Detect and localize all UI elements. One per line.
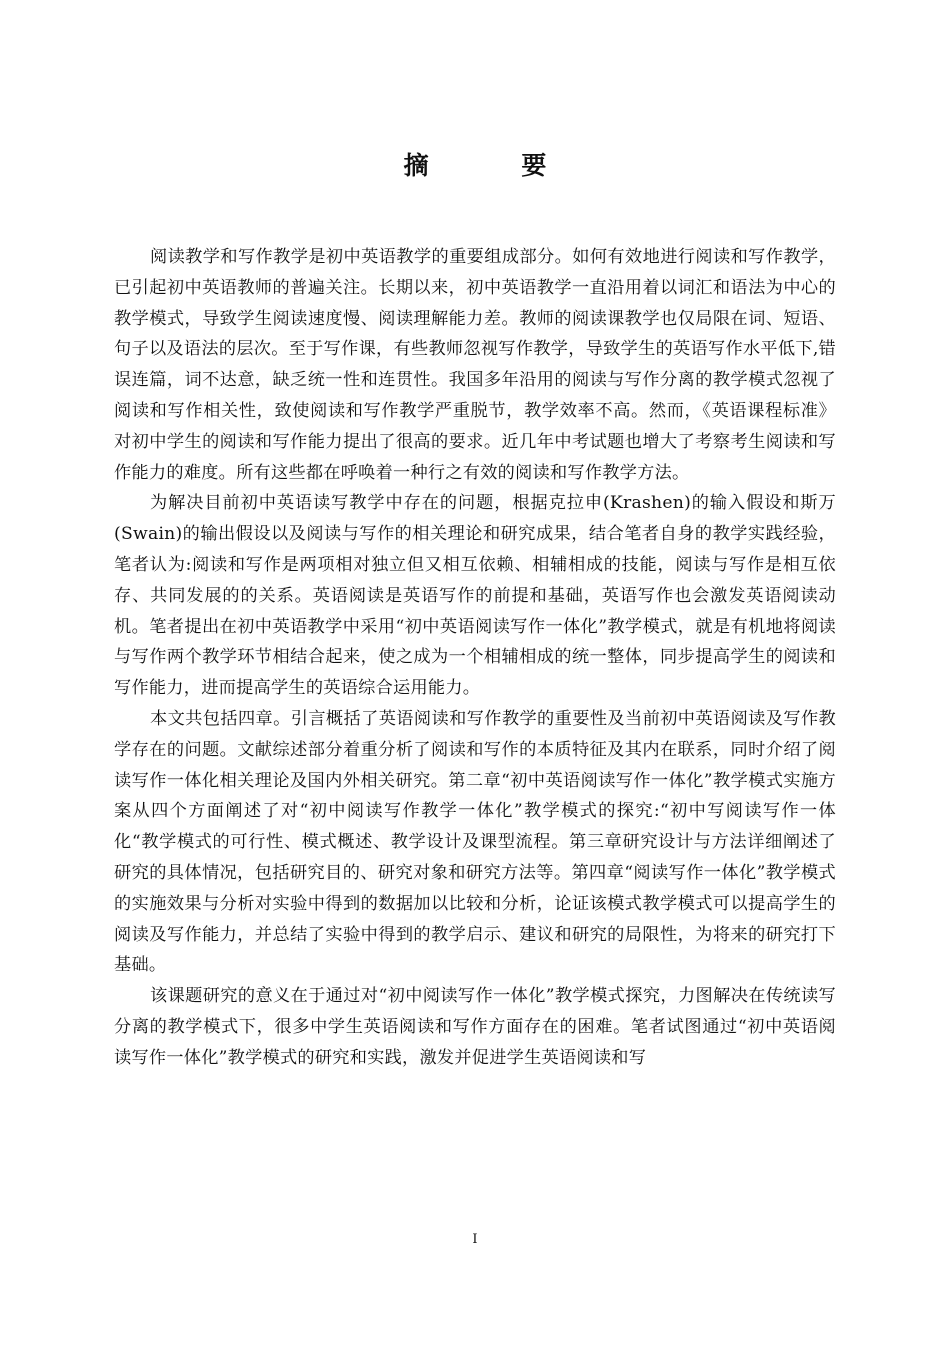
abstract-paragraph-3: 本文共包括四章。引言概括了英语阅读和写作教学的重要性及当前初中英语阅读及写作教学存在的问题。文献综述部分着重分析了阅读和写作的本质特征及其内在联系，同时介绍了阅读写作一体化相关理论及国内外相关研究。第二章“初中英语阅读写作一体化”教学模式实施方案从四个方面阐述了对“初中阅读写作教学一体化”教学模式的探究:“初中写阅读写作一体化“教学模式的可行性、模式概述、教学设计及课型流程。第三章研究设计与方法详细阐述了研究的具体情况，包括研究目的、研究对象和研究方法等。第四章“阅读写作一体化”教学模式的实施效果与分析对实验中得到的数据加以比较和分析，论证该模式教学模式可以提高学生的阅读及写作能力，并总结了实验中得到的教学启示、建议和研究的局限性，为将来的研究打下基础。	[114, 708, 836, 976]
abstract-paragraph-1: 阅读教学和写作教学是初中英语教学的重要组成部分。如何有效地进行阅读和写作教学，已引起初中英语教师的普遍关注。长期以来，初中英语教学一直沿用着以词汇和语法为中心的教学模式，导致学生阅读速度慢、阅读理解能力差。教师的阅读课教学也仅局限在词、短语、句子以及语法的层次。至于写作课，有些教师忽视写作教学，导致学生的英语写作水平低下,错误连篇，词不达意，缺乏统一性和连贯性。我国多年沿用的阅读与写作分离的教学模式忽视了阅读和写作相关性，致使阅读和写作教学严重脱节，教学效率不高。然而，《英语课程标准》对初中学生的阅读和写作能力提出了很高的要求。近几年中考试题也增大了考察考生阅读和写作能力的难度。所有这些都在呼唤着一种行之有效的阅读和写作教学方法。	[114, 247, 836, 483]
page-number: I	[472, 1232, 478, 1247]
abstract-paragraph-4: 该课题研究的意义在于通过对“初中阅读写作一体化”教学模式探究，力图解决在传统读写分离的教学模式下，很多中学生英语阅读和写作方面存在的困难。笔者试图通过“初中英语阅读写作一体化”教学模式的研究和实践，激发并促进学生英语阅读和写	[114, 986, 836, 1068]
abstract-body	[114, 242, 836, 1074]
abstract-title: 摘 要	[403, 151, 589, 180]
abstract-paragraph-2: 为解决目前初中英语读写教学中存在的问题，根据克拉申(Krashen)的输入假设和斯万(Swain)的输出假设以及阅读与写作的相关理论和研究成果，结合笔者自身的教学实践经验，笔者认为:阅读和写作是两项相对独立但又相互依赖、相辅相成的技能，阅读与写作是相互依存、共同发展的的关系。英语阅读是英语写作的前提和基础，英语写作也会激发英语阅读动机。笔者提出在初中英语教学中采用“初中英语阅读写作一体化”教学模式，就是有机地将阅读与写作两个教学环节相结合起来，使之成为一个相辅相成的统一整体，同步提高学生的阅读和写作能力，进而提高学生的英语综合运用能力。	[114, 493, 836, 699]
